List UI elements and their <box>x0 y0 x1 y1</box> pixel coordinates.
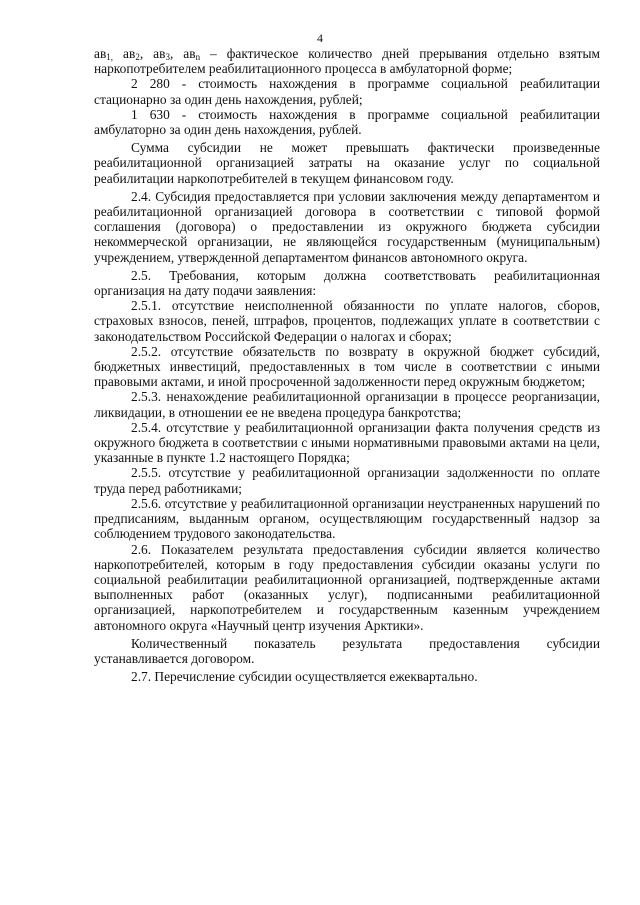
clause-2-5-6: 2.5.6. отсутствие у реабилитационной организации неустраненных нарушений по предписаниям, выданным органом, осуществляющим государственный надзор за соблюдением трудового законодательства. <box>94 495 600 542</box>
clause-2-4: 2.4. Субсидия предоставляется при условии заключения между департаментом и реабилитационной организацией договора в соответствии с типовой формой соглашения (договора) о предоставлении из окружного бюджета субсидии некоммерческой организации, не являющейся государственным (муниципальным) учреждением, утвержденной департаментом финансов автономного округа. <box>94 188 600 265</box>
page-number: 4 <box>317 31 323 45</box>
var-abn: ав <box>183 46 196 61</box>
clause-2-5-2: 2.5.2. отсутствие обязательств по возврату в окружной бюджет субсидий, бюджетных инвестиций, предоставленных в том числе в соответствии с иными правовыми актами, и иной просроченной задолженности перед окружным бюджетом; <box>94 343 600 390</box>
clause-2-6: 2.6. Показателем результата предоставления субсидии является количество наркопотребителей, которым в году предоставления субсидии оказаны услуги по социальной реабилитации реабилитационной организацией, подтвержденные актами выполненных работ (оказанных услуг), подписанными реабилитационной организацией, наркопотребителем и государственным казенным учреждением автономного округа «Научный центр изучения Арктики». <box>94 541 600 633</box>
clause-2-5-4: 2.5.4. отсутствие у реабилитационной организации факта получения средств из окружного бюджета в соответствии с иными нормативными правовыми актами на цели, указанные в пункте 1.2 настоящего Порядка; <box>94 419 600 466</box>
var-abn-subscript: n <box>195 52 201 62</box>
var-ab2: ав <box>123 46 136 61</box>
cost-stationary: 2 280 - стоимость нахождения в программе социальной реабилитации стационарно за один день нахождения, рублей; <box>94 76 600 107</box>
clause-2-5-5: 2.5.5. отсутствие у реабилитационной организации задолженности по оплате труда перед работниками; <box>94 465 600 496</box>
clause-2-5: 2.5. Требования, которым должна соответствовать реабилитационная организация на дату подачи заявления: <box>94 267 600 299</box>
var-ab3-subscript: 3 <box>165 52 170 62</box>
formula-variables-definition: $ав_{1,}$ $ав_2$, $ав_3$, $ав_n$ – фактическое количество дней прерывания отдельно взятым наркопотребителем реабилитационного процесса в амбулаторной форме; <box>94 46 601 77</box>
subsidy-limit: Сумма субсидии не может превышать фактически произведенные реабилитационной организацией затраты на оказание услуг по социальной реабилитации наркопотребителей в текущем финансовом году. <box>94 140 600 186</box>
var-ab1: ав <box>94 46 107 61</box>
formula-variables-description: – фактическое количество дней прерывания отдельно взятым наркопотребителем реабилитационного процесса в амбулаторной форме; <box>94 46 601 77</box>
clause-2-5-3: 2.5.3. ненахождение реабилитационной организации в процессе реорганизации, ликвидации, в отношении ее не введена процедура банкротства; <box>94 389 600 420</box>
cost-ambulatory: 1 630 - стоимость нахождения в программе социальной реабилитации амбулаторно за один день нахождения, рублей. <box>94 106 600 138</box>
clause-2-7: 2.7. Перечисление субсидии осуществляется ежеквартально. <box>131 669 478 685</box>
var-ab1-subscript: 1, <box>106 52 114 62</box>
document-body <box>94 46 600 684</box>
clause-2-6-value: Количественный показатель результата предоставления субсидии устанавливается договором. <box>94 635 600 666</box>
clause-2-5-1: 2.5.1. отсутствие неисполненной обязанности по уплате налогов, сборов, страховых взносов, пеней, штрафов, процентов, подлежащих уплате в соответствии с законодательством Российской Федерации о налогах и сборах; <box>94 298 600 344</box>
var-ab2-subscript: 2 <box>135 52 140 62</box>
var-ab3: ав <box>153 46 166 61</box>
